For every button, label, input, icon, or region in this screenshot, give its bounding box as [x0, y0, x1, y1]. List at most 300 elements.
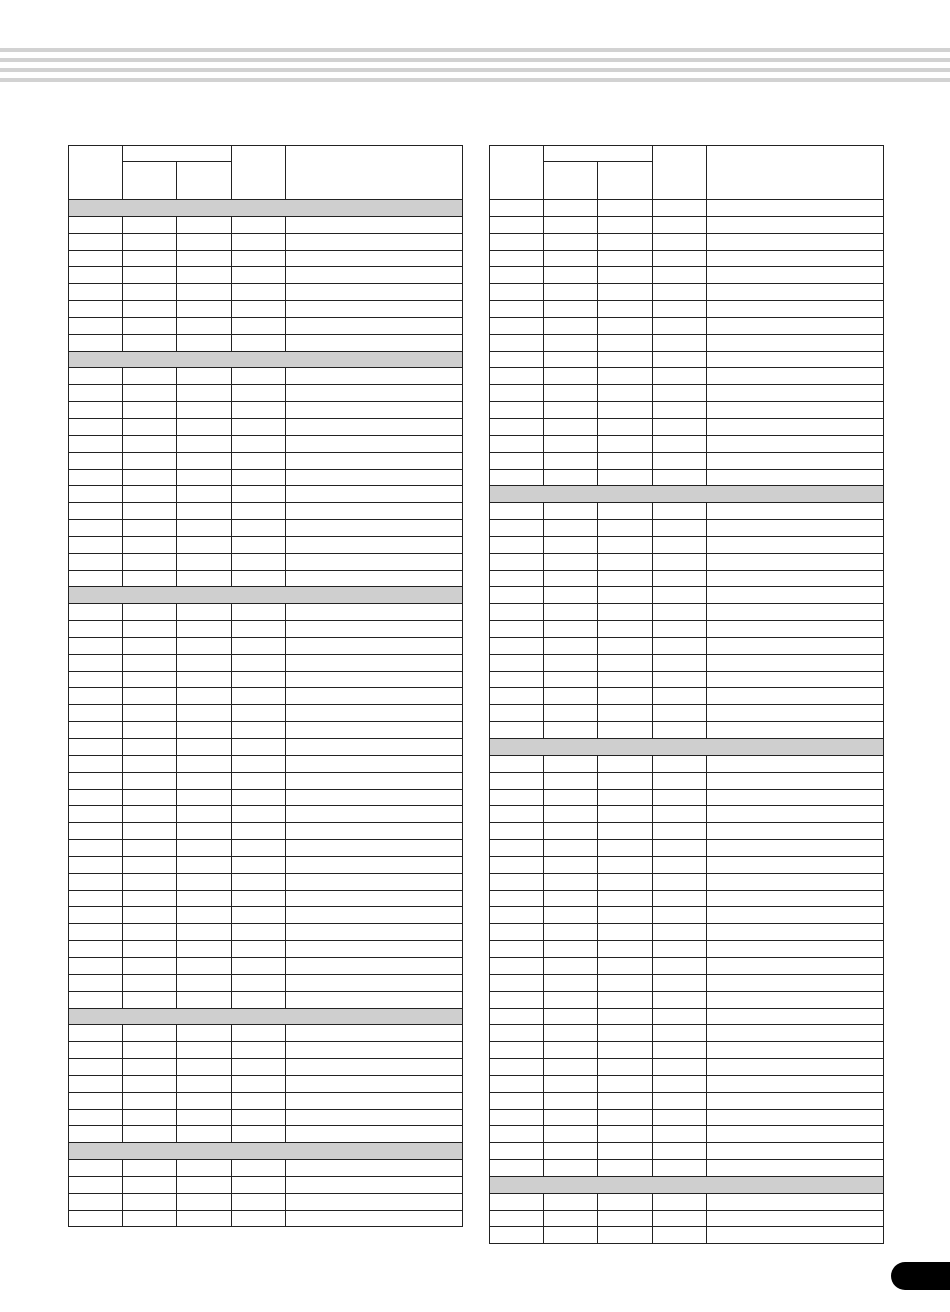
table-cell	[653, 570, 707, 587]
table-cell	[544, 637, 598, 654]
header-group-cell	[544, 146, 653, 162]
table-cell	[544, 789, 598, 806]
table-cell	[69, 284, 123, 301]
table-cell	[286, 941, 463, 958]
table-cell	[598, 806, 653, 823]
table-cell	[69, 924, 123, 941]
table-cell	[123, 789, 177, 806]
table-row	[490, 1025, 884, 1042]
table-cell	[177, 368, 232, 385]
table-row	[490, 1193, 884, 1210]
table-cell	[490, 284, 544, 301]
table-row	[490, 385, 884, 402]
table-cell	[707, 1025, 884, 1042]
table-row	[69, 216, 463, 233]
table-cell	[232, 1075, 286, 1092]
table-cell	[598, 351, 653, 368]
table-cell	[490, 806, 544, 823]
table-row	[69, 688, 463, 705]
table-cell	[544, 755, 598, 772]
table-cell	[177, 385, 232, 402]
table-cell	[177, 974, 232, 991]
table-cell	[69, 267, 123, 284]
table-cell	[544, 284, 598, 301]
table-row	[490, 233, 884, 250]
table-cell	[286, 654, 463, 671]
table-cell	[177, 486, 232, 503]
table-cell	[544, 722, 598, 739]
table-cell	[232, 418, 286, 435]
table-cell	[653, 1210, 707, 1227]
table-cell	[490, 856, 544, 873]
table-cell	[653, 705, 707, 722]
table-cell	[490, 722, 544, 739]
table-row	[69, 873, 463, 890]
table-cell	[544, 1143, 598, 1160]
table-cell	[232, 301, 286, 318]
table-cell	[177, 1042, 232, 1059]
table-cell	[177, 856, 232, 873]
table-cell	[653, 1025, 707, 1042]
section-header-row	[69, 1143, 463, 1160]
table-row	[69, 739, 463, 756]
table-cell	[177, 250, 232, 267]
header-cell	[286, 146, 463, 200]
table-row	[69, 1075, 463, 1092]
table-cell	[653, 351, 707, 368]
section-header-row	[69, 1008, 463, 1025]
table-cell	[177, 1059, 232, 1076]
table-cell	[707, 806, 884, 823]
table-cell	[232, 233, 286, 250]
table-row	[490, 200, 884, 217]
table-row	[490, 604, 884, 621]
table-row	[490, 688, 884, 705]
table-cell	[69, 907, 123, 924]
table-cell	[286, 418, 463, 435]
table-cell	[123, 1059, 177, 1076]
table-cell	[232, 604, 286, 621]
table-cell	[177, 520, 232, 537]
table-cell	[490, 974, 544, 991]
table-cell	[707, 991, 884, 1008]
table-cell	[490, 621, 544, 638]
table-cell	[123, 1109, 177, 1126]
table-cell	[653, 991, 707, 1008]
table-row	[490, 368, 884, 385]
table-cell	[490, 1160, 544, 1177]
table-cell	[490, 402, 544, 419]
table-cell	[598, 840, 653, 857]
table-cell	[177, 503, 232, 520]
section-header-row	[69, 587, 463, 604]
table-cell	[490, 604, 544, 621]
table-cell	[653, 536, 707, 553]
table-cell	[286, 873, 463, 890]
table-cell	[544, 806, 598, 823]
table-row	[490, 1042, 884, 1059]
table-cell	[123, 216, 177, 233]
table-cell	[177, 806, 232, 823]
table-cell	[598, 317, 653, 334]
table-cell	[544, 385, 598, 402]
table-cell	[69, 301, 123, 318]
table-cell	[232, 486, 286, 503]
table-cell	[177, 604, 232, 621]
table-cell	[177, 840, 232, 857]
table-cell	[653, 1092, 707, 1109]
table-row	[69, 1210, 463, 1227]
table-cell	[598, 250, 653, 267]
table-cell	[653, 621, 707, 638]
table-cell	[707, 789, 884, 806]
table-cell	[232, 991, 286, 1008]
table-cell	[123, 856, 177, 873]
table-cell	[177, 705, 232, 722]
table-cell	[598, 1143, 653, 1160]
table-cell	[286, 402, 463, 419]
table-cell	[490, 1210, 544, 1227]
table-cell	[544, 772, 598, 789]
table-cell	[490, 267, 544, 284]
table-cell	[544, 200, 598, 217]
table-cell	[598, 722, 653, 739]
table-cell	[177, 452, 232, 469]
table-cell	[123, 233, 177, 250]
table-row	[69, 1042, 463, 1059]
section-title	[490, 1176, 884, 1193]
table-cell	[286, 1092, 463, 1109]
table-cell	[232, 452, 286, 469]
header-subcell	[123, 162, 177, 200]
table-row	[69, 806, 463, 823]
table-row	[69, 974, 463, 991]
table-cell	[286, 435, 463, 452]
table-cell	[69, 604, 123, 621]
table-cell	[544, 469, 598, 486]
table-cell	[286, 722, 463, 739]
table-cell	[232, 553, 286, 570]
table-cell	[598, 368, 653, 385]
table-cell	[544, 688, 598, 705]
table-cell	[286, 789, 463, 806]
table-cell	[123, 688, 177, 705]
table-cell	[286, 233, 463, 250]
header-cell	[707, 146, 884, 200]
table-cell	[69, 957, 123, 974]
table-cell	[177, 924, 232, 941]
table-cell	[69, 250, 123, 267]
section-title	[69, 1008, 463, 1025]
table-cell	[232, 823, 286, 840]
table-cell	[286, 755, 463, 772]
table-cell	[707, 368, 884, 385]
table-cell	[286, 284, 463, 301]
table-cell	[707, 1042, 884, 1059]
table-row	[69, 991, 463, 1008]
table-cell	[544, 553, 598, 570]
table-cell	[598, 1092, 653, 1109]
table-cell	[653, 250, 707, 267]
table-cell	[653, 301, 707, 318]
table-cell	[653, 907, 707, 924]
table-row	[490, 250, 884, 267]
table-cell	[707, 402, 884, 419]
table-cell	[653, 604, 707, 621]
table-cell	[544, 974, 598, 991]
table-cell	[707, 553, 884, 570]
table-cell	[707, 317, 884, 334]
table-cell	[653, 890, 707, 907]
table-cell	[69, 1126, 123, 1143]
table-row	[69, 890, 463, 907]
table-cell	[490, 637, 544, 654]
table-cell	[123, 570, 177, 587]
table-cell	[490, 200, 544, 217]
table-cell	[69, 1109, 123, 1126]
left-data-table	[68, 145, 463, 1227]
table-cell	[598, 991, 653, 1008]
table-cell	[544, 924, 598, 941]
table-cell	[598, 688, 653, 705]
table-cell	[707, 570, 884, 587]
table-cell	[544, 890, 598, 907]
table-cell	[123, 621, 177, 638]
table-cell	[232, 806, 286, 823]
table-cell	[232, 284, 286, 301]
section-header-row	[69, 200, 463, 217]
table-cell	[232, 1160, 286, 1177]
table-row	[490, 957, 884, 974]
table-cell	[177, 570, 232, 587]
table-cell	[123, 924, 177, 941]
table-row	[69, 250, 463, 267]
table-cell	[544, 503, 598, 520]
table-cell	[69, 233, 123, 250]
table-cell	[707, 1008, 884, 1025]
table-cell	[69, 216, 123, 233]
table-cell	[177, 873, 232, 890]
table-cell	[232, 520, 286, 537]
table-cell	[232, 924, 286, 941]
table-row	[69, 1092, 463, 1109]
table-row	[69, 621, 463, 638]
table-cell	[544, 873, 598, 890]
table-cell	[598, 503, 653, 520]
table-cell	[544, 267, 598, 284]
table-cell	[177, 536, 232, 553]
table-cell	[544, 368, 598, 385]
table-cell	[707, 200, 884, 217]
table-cell	[123, 368, 177, 385]
table-cell	[69, 368, 123, 385]
table-cell	[69, 789, 123, 806]
table-cell	[707, 1109, 884, 1126]
table-cell	[286, 840, 463, 857]
table-cell	[123, 334, 177, 351]
table-cell	[286, 705, 463, 722]
table-row	[69, 317, 463, 334]
table-row	[69, 957, 463, 974]
table-cell	[69, 1059, 123, 1076]
table-cell	[232, 402, 286, 419]
table-cell	[598, 200, 653, 217]
section-title	[69, 351, 463, 368]
table-cell	[69, 536, 123, 553]
table-cell	[544, 216, 598, 233]
table-cell	[232, 890, 286, 907]
table-cell	[653, 267, 707, 284]
table-cell	[490, 1075, 544, 1092]
table-cell	[653, 1075, 707, 1092]
table-cell	[598, 1025, 653, 1042]
section-title	[490, 486, 884, 503]
table-cell	[490, 435, 544, 452]
table-cell	[490, 671, 544, 688]
table-cell	[123, 452, 177, 469]
table-cell	[598, 873, 653, 890]
table-row	[490, 418, 884, 435]
table-cell	[653, 216, 707, 233]
table-cell	[653, 334, 707, 351]
table-cell	[232, 1109, 286, 1126]
table-cell	[707, 705, 884, 722]
table-cell	[544, 1075, 598, 1092]
table-cell	[286, 1126, 463, 1143]
section-title	[69, 200, 463, 217]
table-cell	[598, 301, 653, 318]
table-cell	[707, 840, 884, 857]
right-data-table	[489, 145, 884, 1244]
table-cell	[232, 671, 286, 688]
table-cell	[598, 1126, 653, 1143]
table-cell	[177, 637, 232, 654]
table-cell	[177, 435, 232, 452]
table-cell	[653, 402, 707, 419]
table-row	[490, 435, 884, 452]
table-cell	[707, 688, 884, 705]
table-cell	[232, 368, 286, 385]
table-row	[490, 1075, 884, 1092]
section-header-row	[69, 351, 463, 368]
table-cell	[69, 840, 123, 857]
table-cell	[123, 654, 177, 671]
table-cell	[69, 1025, 123, 1042]
table-cell	[653, 435, 707, 452]
table-cell	[707, 974, 884, 991]
table-cell	[490, 1227, 544, 1244]
table-row	[490, 974, 884, 991]
table-cell	[653, 1008, 707, 1025]
table-cell	[123, 435, 177, 452]
table-cell	[69, 553, 123, 570]
table-cell	[653, 688, 707, 705]
table-cell	[177, 621, 232, 638]
table-cell	[653, 587, 707, 604]
table-cell	[123, 1160, 177, 1177]
table-cell	[490, 789, 544, 806]
table-cell	[598, 823, 653, 840]
table-cell	[177, 233, 232, 250]
table-row	[490, 654, 884, 671]
table-cell	[653, 1109, 707, 1126]
table-cell	[544, 1025, 598, 1042]
table-cell	[490, 1042, 544, 1059]
table-cell	[707, 284, 884, 301]
table-cell	[286, 536, 463, 553]
table-cell	[598, 941, 653, 958]
table-cell	[598, 856, 653, 873]
table-cell	[490, 907, 544, 924]
table-cell	[69, 520, 123, 537]
header-row	[69, 146, 463, 162]
table-cell	[653, 520, 707, 537]
table-row	[69, 604, 463, 621]
table-cell	[544, 1227, 598, 1244]
table-row	[490, 789, 884, 806]
table-cell	[653, 772, 707, 789]
table-cell	[544, 418, 598, 435]
table-cell	[232, 621, 286, 638]
table-cell	[69, 570, 123, 587]
table-cell	[286, 907, 463, 924]
table-cell	[653, 469, 707, 486]
table-cell	[707, 301, 884, 318]
table-cell	[653, 671, 707, 688]
table-cell	[653, 553, 707, 570]
table-cell	[598, 520, 653, 537]
table-cell	[69, 941, 123, 958]
table-row	[69, 772, 463, 789]
table-cell	[707, 1143, 884, 1160]
header-subcell	[598, 162, 653, 200]
table-cell	[123, 974, 177, 991]
table-cell	[598, 957, 653, 974]
table-cell	[177, 1160, 232, 1177]
table-cell	[232, 1025, 286, 1042]
table-cell	[544, 351, 598, 368]
table-cell	[598, 469, 653, 486]
table-row	[490, 722, 884, 739]
table-cell	[286, 823, 463, 840]
table-cell	[490, 418, 544, 435]
table-cell	[69, 974, 123, 991]
table-cell	[544, 957, 598, 974]
table-cell	[177, 755, 232, 772]
table-cell	[232, 722, 286, 739]
header-cell	[232, 146, 286, 200]
table-cell	[232, 1210, 286, 1227]
table-cell	[490, 520, 544, 537]
table-cell	[490, 941, 544, 958]
table-cell	[232, 317, 286, 334]
table-cell	[544, 1193, 598, 1210]
table-cell	[544, 1008, 598, 1025]
table-cell	[544, 1109, 598, 1126]
table-cell	[232, 789, 286, 806]
table-cell	[490, 1092, 544, 1109]
table-cell	[653, 1143, 707, 1160]
table-cell	[653, 368, 707, 385]
table-cell	[69, 856, 123, 873]
table-cell	[707, 823, 884, 840]
table-cell	[232, 1126, 286, 1143]
table-cell	[69, 705, 123, 722]
table-row	[490, 267, 884, 284]
table-cell	[653, 873, 707, 890]
table-cell	[707, 941, 884, 958]
table-row	[490, 1092, 884, 1109]
